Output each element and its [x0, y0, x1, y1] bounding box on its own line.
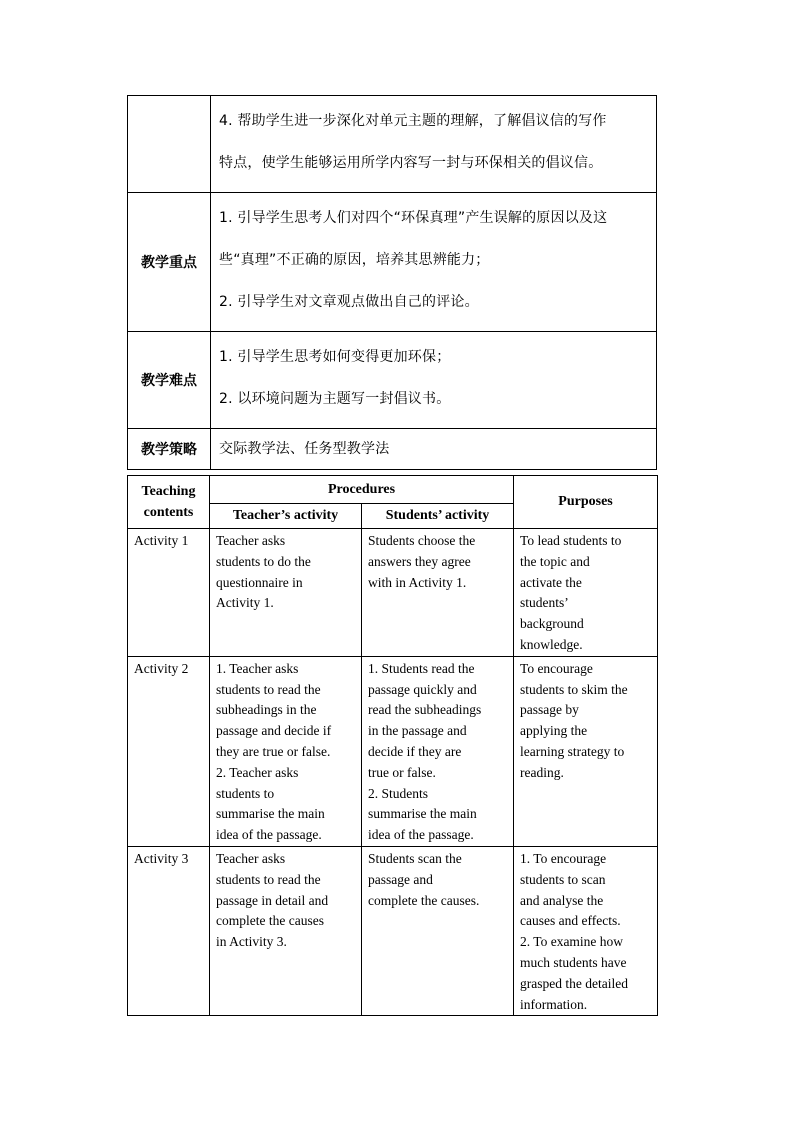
cell-text: Teacher asks students to read the passage in detail and complete the causes in Activity 3. [216, 850, 329, 950]
header-row [128, 476, 658, 504]
cell-text: Activity 1 [134, 533, 189, 548]
cell-text: 1. Students read the passage quickly and read the subheadings in the passage and decide if they are true or false. 2. Students summarise the main idea of the passage. [368, 660, 482, 843]
teacher-activity-cell [210, 846, 362, 1015]
students-activity-cell [362, 656, 514, 846]
table-row [128, 96, 657, 193]
row-content [211, 332, 657, 429]
text-line: 2. 以环境问题为主题写一封倡议书。 [219, 391, 451, 407]
text-line: 1. 引导学生思考人们对四个“环保真理”产生误解的原因以及这 [219, 210, 608, 226]
cell-text: Students choose the answers they agree with in Activity 1. [368, 533, 476, 590]
cell-text: Activity 3 [134, 850, 189, 866]
text-line: 4. 帮助学生进一步深化对单元主题的理解，了解倡议信的写作 [219, 113, 607, 129]
row-label-key-points: 教学重点 [128, 193, 211, 332]
teaching-focus-table [127, 95, 657, 470]
table-row [128, 193, 657, 332]
cell-text: To encourage students to skim the passage by applying the learning strategy to reading. [520, 660, 628, 780]
text-line: 2. 引导学生对文章观点做出自己的评论。 [219, 294, 479, 310]
teacher-activity-cell [210, 529, 362, 657]
text-line: 些“真理”不正确的原因，培养其思辨能力； [219, 252, 490, 268]
table-row [128, 529, 658, 657]
text-line: 1. 引导学生思考如何变得更加环保； [219, 349, 451, 365]
cell-text: Students scan the passage and complete the causes. [368, 850, 480, 908]
purpose-cell [514, 656, 658, 846]
table-row [128, 332, 657, 429]
header-students-activity: Students’ activity [362, 504, 514, 529]
header-procedures: Procedures [210, 476, 514, 504]
cell-text: 1. Teacher asks students to read the subheadings in the passage and decide if they are true or false. 2. Teacher asks students to summarise the main idea of the passage. [216, 660, 332, 843]
cell-text: 1. To encourage students to scan and analyse the causes and effects. 2. To examine how much students have grasped the detailed information. [520, 850, 628, 1012]
purpose-cell [514, 529, 658, 657]
students-activity-cell [362, 846, 514, 1015]
cell-text: To lead students to the topic and activate the students’ background knowledge. [520, 533, 622, 652]
header-purposes: Purposes [514, 476, 658, 529]
row-content [211, 193, 657, 332]
text-line: 特点，使学生能够运用所学内容写一封与环保相关的倡议信。 [219, 155, 603, 171]
header-teachers-activity: Teacher’s activity [210, 504, 362, 529]
table-row [128, 429, 657, 470]
students-activity-cell [362, 529, 514, 657]
row-content [211, 429, 657, 470]
purpose-cell [514, 846, 658, 1015]
activity-name [128, 846, 210, 1015]
table-row [128, 656, 658, 846]
text-line: 交际教学法、任务型教学法 [219, 441, 390, 457]
row-content [211, 96, 657, 193]
activity-name [128, 656, 210, 846]
row-label [128, 96, 211, 193]
header-teaching-contents: Teaching contents [128, 476, 210, 529]
cell-text: Activity 2 [134, 660, 189, 676]
row-label-difficulties: 教学难点 [128, 332, 211, 429]
activity-name [128, 529, 210, 657]
cell-text: Teacher asks students to do the questionnaire in Activity 1. [216, 533, 311, 611]
row-label-strategy: 教学策略 [128, 429, 211, 470]
teacher-activity-cell [210, 656, 362, 846]
table-row [128, 846, 658, 1015]
procedures-table [127, 475, 658, 1016]
